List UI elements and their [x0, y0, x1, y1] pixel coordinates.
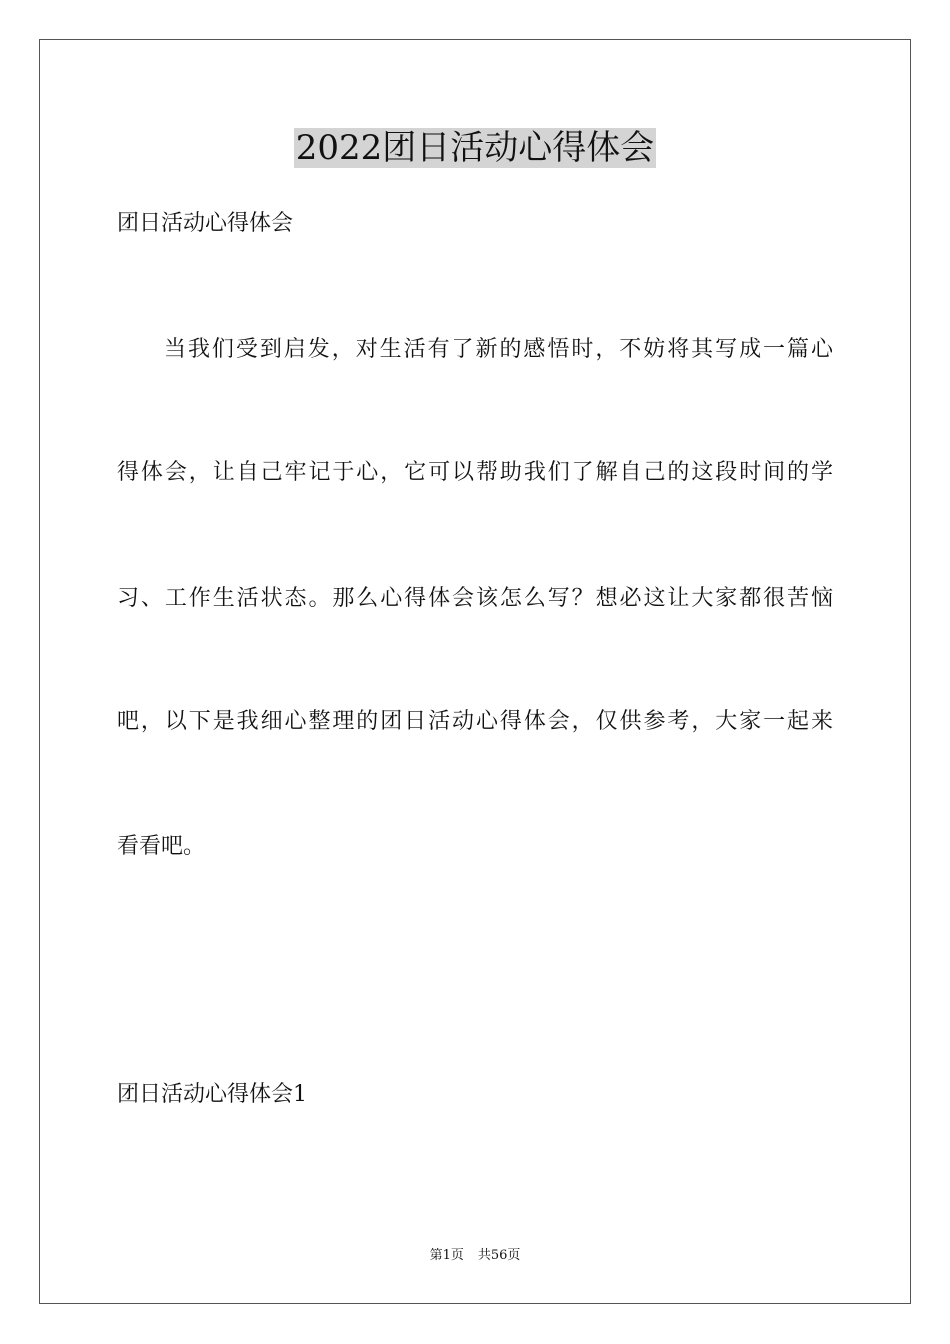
paragraph-line: 看看吧。	[117, 834, 206, 859]
paragraph-line: 吧，以下是我细心整理的团日活动心得体会，仅供参考，大家一起来	[117, 709, 833, 734]
page-footer	[0, 1247, 950, 1265]
document-title-text: 2022团日活动心得体会	[295, 128, 655, 168]
paragraph-line: 习、工作生活状态。那么心得体会该怎么写？想必这让大家都很苦恼	[117, 586, 833, 611]
page-number: 第1页	[429, 1248, 464, 1263]
page-total: 共56页	[477, 1248, 521, 1263]
paragraph-line: 当我们受到启发，对生活有了新的感悟时，不妨将其写成一篇心	[164, 337, 833, 362]
document-title	[0, 126, 950, 170]
section-heading: 团日活动心得体会1	[117, 1082, 307, 1107]
document-subtitle: 团日活动心得体会	[117, 211, 294, 236]
paragraph-line: 得体会，让自己牢记于心，它可以帮助我们了解自己的这段时间的学	[117, 460, 833, 485]
